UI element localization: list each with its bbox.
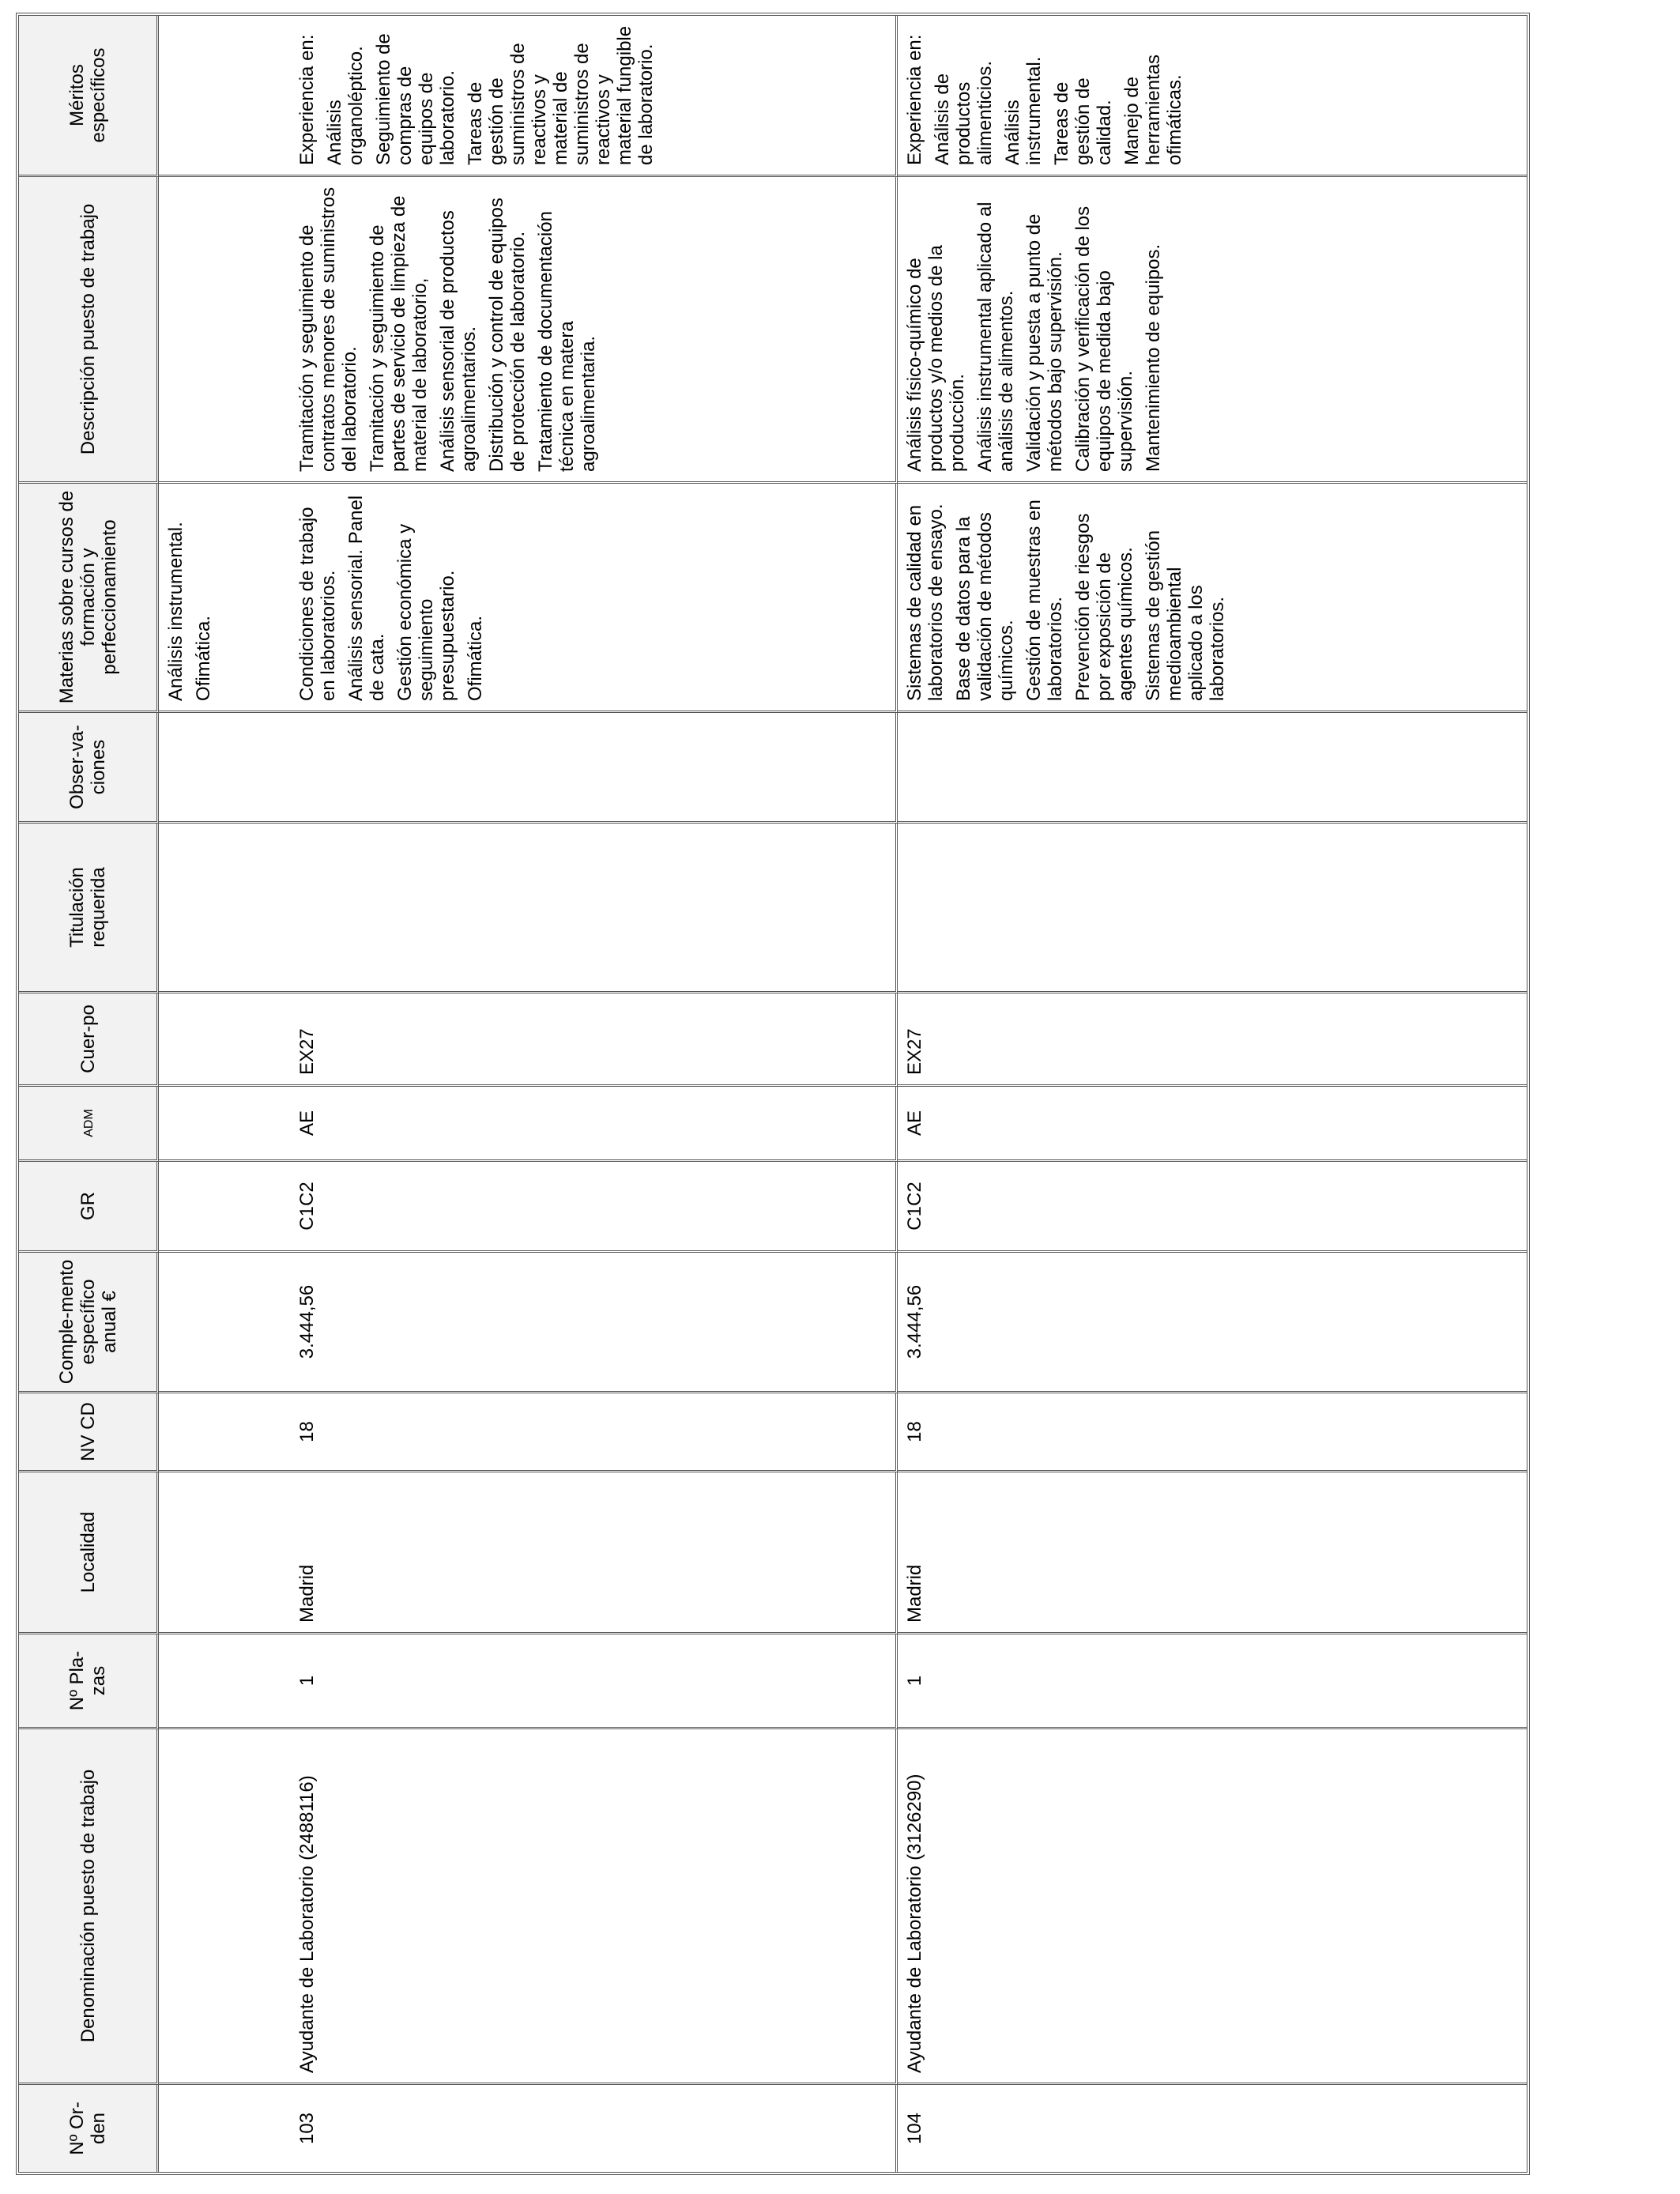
list-item: Análisis físico-químico de productos y/o medios de la producción. bbox=[904, 245, 968, 472]
list-item: Base de datos para la validación de métodos químicos. bbox=[953, 512, 1017, 701]
cell-complemento: 3.444,56 bbox=[290, 1253, 898, 1393]
list-item: Análisis instrumental. bbox=[165, 522, 186, 701]
list-item: Ofimática. bbox=[465, 615, 486, 701]
header-grupo: GR bbox=[19, 1162, 159, 1253]
cell-orden: 103 bbox=[290, 2085, 898, 2172]
list-item: Validación y puesta a punto de métodos bajo supervisión. bbox=[1023, 213, 1066, 472]
list-item: Tratamiento de documentación técnica en matera agroalimentaria. bbox=[535, 211, 599, 472]
cell-materias bbox=[898, 484, 1527, 713]
cell-orden: 104 bbox=[904, 2112, 925, 2145]
list-item: Distribución y control de equipos de protección de laboratorio. bbox=[486, 198, 529, 472]
list-item: Análisis sensorial. Panel de cata. bbox=[345, 495, 388, 701]
cell-grupo: C1C2 bbox=[290, 1162, 898, 1253]
cell-plazas: 1 bbox=[290, 1634, 898, 1729]
cell-complemento: 3.444,56 bbox=[898, 1253, 1527, 1393]
header-localidad: Localidad bbox=[19, 1472, 159, 1634]
cell-denominacion: Ayudante de Laboratorio (3126290) bbox=[898, 1729, 1527, 2085]
cell-localidad: Madrid bbox=[290, 1472, 898, 1634]
cell-plazas: 1 bbox=[898, 1634, 1527, 1729]
list-item: Tareas de gestión de suministros de reactivos y material de suministros de reactivos y material fungible de laboratorio. bbox=[465, 25, 657, 165]
cell-titulacion bbox=[898, 824, 1527, 993]
list-item: Gestión de muestras en laboratorios. bbox=[1023, 499, 1066, 701]
cell-nivel: 18 bbox=[290, 1393, 898, 1472]
list-item: Calibración y verificación de los equipos de medida bajo supervisión. bbox=[1072, 205, 1136, 472]
cell-cuerpo: EX27 bbox=[290, 993, 898, 1087]
cell-adm: AE bbox=[290, 1087, 898, 1162]
cell-observaciones bbox=[898, 713, 1527, 824]
list-item: Experiencia en: bbox=[296, 34, 318, 165]
cell-descripcion bbox=[898, 177, 1527, 484]
cell-meritos bbox=[898, 16, 1527, 177]
cell-observaciones bbox=[290, 713, 898, 824]
header-observaciones: Obser-va-ciones bbox=[19, 713, 159, 824]
list-item: Prevención de riesgos por exposición de agentes químicos. bbox=[1072, 513, 1136, 701]
list-item: Análisis instrumental aplicado al análisis de alimentos. bbox=[974, 202, 1017, 472]
cell-meritos bbox=[290, 16, 898, 177]
header-materias: Materias sobre cursos de formación y perfeccionamiento bbox=[19, 484, 159, 713]
list-item: Análisis de productos alimenticios. bbox=[932, 60, 996, 165]
header-complemento: Comple-mento específico anual € bbox=[19, 1253, 159, 1393]
table-row bbox=[290, 16, 898, 2172]
cell-localidad: Madrid bbox=[898, 1472, 1527, 1634]
cell-nivel: 18 bbox=[898, 1393, 1527, 1472]
cell-denominacion: Ayudante de Laboratorio (2488116) bbox=[290, 1729, 898, 2085]
carryover-materias bbox=[159, 484, 290, 713]
header-adm: ADM bbox=[19, 1087, 159, 1162]
list-item: Condiciones de trabajo en laboratorios. bbox=[296, 507, 339, 701]
table-row bbox=[898, 16, 1527, 2172]
cell-titulacion bbox=[290, 824, 898, 993]
header-row bbox=[19, 16, 159, 2172]
header-cuerpo: Cuer-po bbox=[19, 993, 159, 1087]
list-item: Sistemas de calidad en laboratorios de ensayo. bbox=[904, 503, 947, 701]
list-item: Análisis instrumental. bbox=[1002, 56, 1045, 165]
list-item: Sistemas de gestión medioambiental aplicado a los laboratorios. bbox=[1143, 530, 1228, 701]
header-denominacion: Denominación puesto de trabajo bbox=[19, 1729, 159, 2085]
list-item: Análisis organoléptico. bbox=[324, 46, 367, 165]
cell-cuerpo: EX27 bbox=[898, 993, 1527, 1087]
cell-descripcion bbox=[290, 177, 898, 484]
list-item: Experiencia en: bbox=[904, 34, 925, 165]
list-item: Manejo de herramientas ofimáticas. bbox=[1121, 54, 1185, 165]
header-titulacion: Titulación requerida bbox=[19, 824, 159, 993]
list-item: Gestión económica y seguimiento presupuestario. bbox=[394, 523, 458, 701]
list-item: Análisis sensorial de productos agroalimentarios. bbox=[437, 210, 480, 472]
list-item: Ofimática. bbox=[193, 615, 214, 701]
carryover-row bbox=[159, 16, 290, 2172]
list-item: Seguimiento de compras de equipos de laboratorio. bbox=[373, 33, 458, 165]
list-item: Tramitación y seguimiento de partes de servicio de limpieza de material de laboratorio, bbox=[367, 195, 431, 472]
cell-adm: AE bbox=[898, 1087, 1527, 1162]
header-nivel: NV CD bbox=[19, 1393, 159, 1472]
list-item: Tramitación y seguimiento de contratos menores de suministros del laboratorio. bbox=[296, 187, 360, 472]
job-positions-table bbox=[16, 13, 1530, 2175]
header-orden: Nº Or-den bbox=[19, 2085, 159, 2172]
list-item: Mantenimiento de equipos. bbox=[1143, 243, 1164, 472]
cell-materias bbox=[290, 484, 898, 713]
header-meritos: Méritos específicos bbox=[19, 16, 159, 177]
list-item: Tareas de gestión de calidad. bbox=[1051, 77, 1115, 165]
header-descripcion: Descripción puesto de trabajo bbox=[19, 177, 159, 484]
cell-grupo: C1C2 bbox=[898, 1162, 1527, 1253]
header-plazas: Nº Pla-zas bbox=[19, 1634, 159, 1729]
